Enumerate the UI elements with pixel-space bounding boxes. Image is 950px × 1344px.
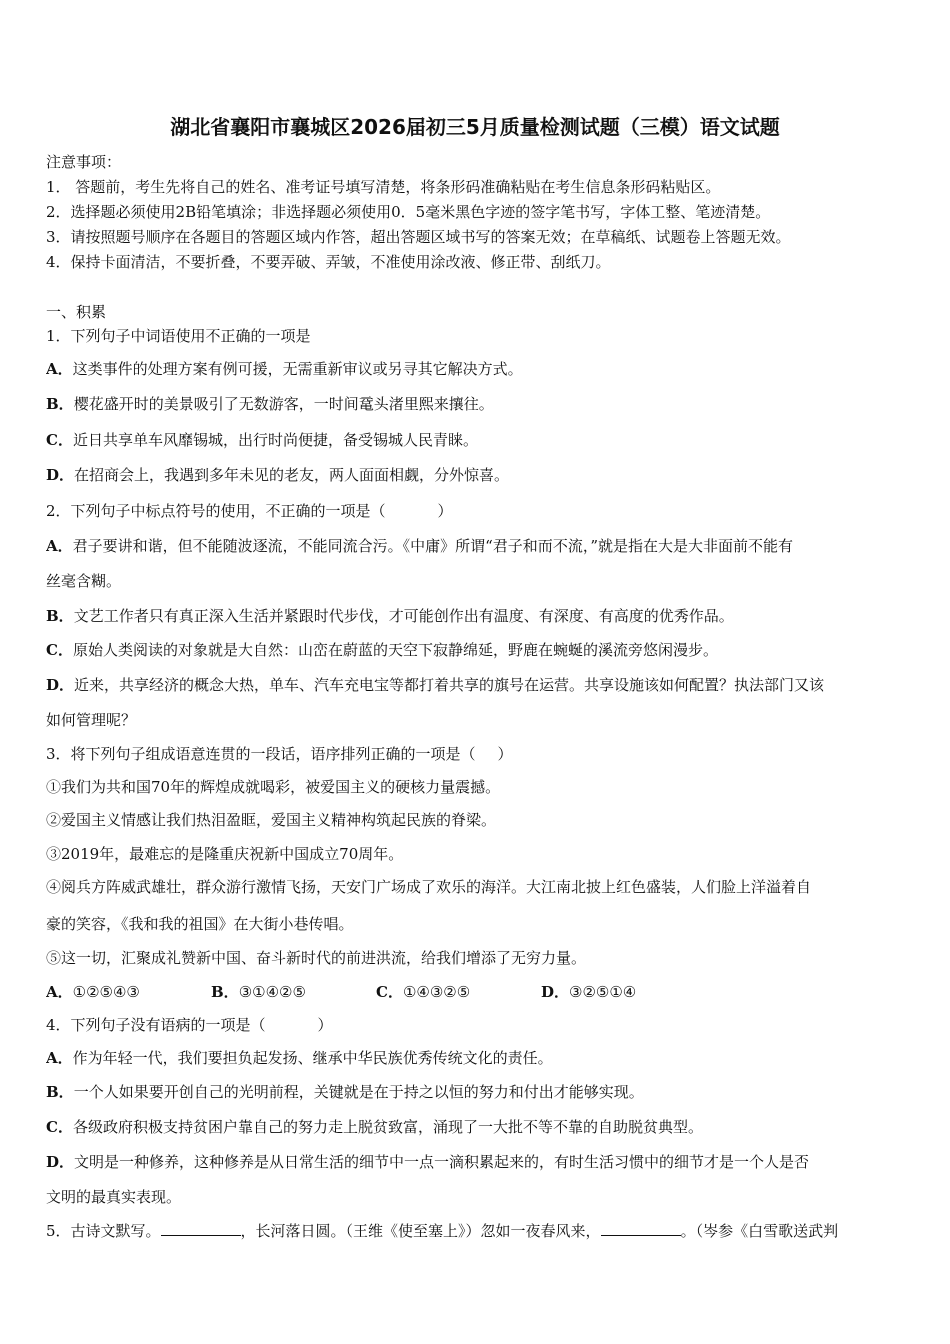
page-title: 湖北省襄阳市襄城区2026届初三5月质量检测试题（三模）语文试题 bbox=[170, 115, 780, 139]
notice-item: 4．保持卡面清洁，不要折叠，不要弄破、弄皱，不准使用涂改液、修正带、刮纸刀。 bbox=[46, 253, 611, 271]
q1-option-d bbox=[46, 465, 910, 485]
q3-sentence: ②爱国主义情感让我们热泪盈眶，爱国主义精神构筑起民族的脊梁。 bbox=[46, 811, 497, 829]
q3-sentence: ①我们为共和国70年的辉煌成就喝彩，被爱国主义的硬核力量震撼。 bbox=[46, 778, 501, 796]
q5-text: 5．古诗文默写。 bbox=[46, 1222, 161, 1240]
q1-option-c bbox=[46, 430, 910, 450]
q5-text: ，长河落日圆。（王维《使至塞上》）忽如一夜春风来， bbox=[240, 1222, 601, 1240]
option-text: ①②⑤④③ bbox=[72, 983, 140, 1001]
option-label: A． bbox=[46, 1049, 73, 1067]
q3-sentence: ④阅兵方阵威武雄壮，群众游行激情飞扬，天安门广场成了欢乐的海洋。大江南北披上红色盛装，人们脸上洋溢着自 bbox=[46, 878, 812, 896]
option-label: D． bbox=[541, 983, 570, 1001]
option-label: C． bbox=[46, 641, 73, 659]
q3-sentence: ③2019年，最难忘的是隆重庆祝新中国成立70周年。 bbox=[46, 845, 404, 863]
q2-option-c bbox=[46, 640, 910, 660]
option-text: 近日共享单车风靡锡城，出行时尚便捷，备受锡城人民青睐。 bbox=[72, 431, 478, 449]
question-5 bbox=[46, 1221, 910, 1241]
option-text: 文明是一种修养，这种修养是从日常生活的细节中一点一滴积累起来的，有时生活习惯中的细节才是一个人是否 bbox=[74, 1153, 810, 1171]
stem-end: ） bbox=[497, 745, 513, 763]
option-text: 近来，共享经济的概念大热，单车、汽车充电宝等都打着共享的旗号在运营。共享设施该如何配置？执法部门又该 bbox=[74, 676, 825, 694]
option-label: C． bbox=[46, 431, 73, 449]
option-text: 在招商会上，我遇到多年未见的老友，两人面面相觑，分外惊喜。 bbox=[74, 466, 510, 484]
option-text: ③②⑤①④ bbox=[569, 983, 637, 1001]
q3-sentence-cont: 豪的笑容，《我和我的祖国》在大街小巷传唱。 bbox=[46, 915, 354, 933]
option-text: 作为年轻一代，我们要担负起发扬、继承中华民族优秀传统文化的责任。 bbox=[72, 1049, 553, 1067]
q3-option-b bbox=[211, 982, 376, 1002]
option-text: 原始人类阅读的对象就是大自然：山峦在蔚蓝的天空下寂静绵延，野鹿在蜿蜒的溪流旁悠闲漫步。 bbox=[72, 641, 718, 659]
option-text: ①④③②⑤ bbox=[402, 983, 471, 1001]
option-label: D． bbox=[46, 466, 75, 484]
option-label: A． bbox=[46, 360, 73, 378]
q4-option-a bbox=[46, 1048, 910, 1068]
q1-option-a bbox=[46, 359, 910, 379]
option-label: B． bbox=[211, 983, 239, 1001]
option-label: A． bbox=[46, 537, 73, 555]
option-label: B． bbox=[46, 607, 74, 625]
stem-text: 4．下列句子没有语病的一项是（ bbox=[46, 1016, 266, 1034]
option-label: C． bbox=[376, 983, 403, 1001]
option-text: 樱花盛开时的美景吸引了无数游客，一时间鼋头渚里熙来攘往。 bbox=[73, 395, 494, 413]
question-2-stem bbox=[46, 501, 910, 521]
q4-option-d-cont: 文明的最真实表现。 bbox=[46, 1188, 182, 1206]
q1-option-b bbox=[46, 394, 910, 414]
answer-blank bbox=[161, 1221, 241, 1236]
q4-option-c bbox=[46, 1117, 910, 1137]
q3-options bbox=[46, 982, 910, 1002]
option-text: 文艺工作者只有真正深入生活并紧跟时代步伐，才可能创作出有温度、有深度、有高度的优秀作品。 bbox=[73, 607, 734, 625]
stem-text: 2．下列句子中标点符号的使用，不正确的一项是（ bbox=[46, 502, 386, 520]
q2-option-d-cont: 如何管理呢？ bbox=[46, 711, 137, 729]
option-text: ③①④②⑤ bbox=[238, 983, 306, 1001]
question-1-stem: 1．下列句子中词语使用不正确的一项是 bbox=[46, 327, 311, 345]
option-label: D． bbox=[46, 1153, 75, 1171]
option-label: B． bbox=[46, 1083, 74, 1101]
stem-text: 3．将下列句子组成语意连贯的一段话，语序排列正确的一项是（ bbox=[46, 745, 476, 763]
notice-heading: 注意事项： bbox=[46, 153, 122, 171]
question-3-stem bbox=[46, 744, 910, 764]
option-label: D． bbox=[46, 676, 75, 694]
option-label: B． bbox=[46, 395, 74, 413]
q2-option-a-cont: 丝毫含糊。 bbox=[46, 572, 122, 590]
q2-option-a bbox=[46, 536, 910, 556]
notice-item: 1． 答题前，考生先将自己的姓名、准考证号填写清楚，将条形码准确粘贴在考生信息条形码粘贴区。 bbox=[46, 178, 721, 196]
q4-option-d bbox=[46, 1152, 910, 1172]
q4-option-b bbox=[46, 1082, 910, 1102]
option-text: 君子要讲和谐，但不能随波逐流，不能同流合污。《中庸》所谓“君子和而不流，”就是指在大是大非面前不能有 bbox=[72, 537, 793, 555]
q3-option-d bbox=[541, 982, 706, 1002]
option-label: C． bbox=[46, 1118, 73, 1136]
q2-option-d bbox=[46, 675, 910, 695]
answer-blank bbox=[601, 1221, 681, 1236]
option-text: 这类事件的处理方案有例可援，无需重新审议或另寻其它解决方式。 bbox=[72, 360, 523, 378]
section-heading: 一、积累 bbox=[46, 303, 107, 321]
option-text: 一个人如果要开创自己的光明前程，关键就是在于持之以恒的努力和付出才能够实现。 bbox=[73, 1083, 644, 1101]
q3-option-c bbox=[376, 982, 541, 1002]
q3-sentence: ⑤这一切，汇聚成礼赞新中国、奋斗新时代的前进洪流，给我们增添了无穷力量。 bbox=[46, 949, 587, 967]
stem-end: ） bbox=[317, 1016, 333, 1034]
question-4-stem bbox=[46, 1015, 910, 1035]
option-label: A． bbox=[46, 983, 73, 1001]
q2-option-b bbox=[46, 606, 910, 626]
notice-item: 3．请按照题号顺序在各题目的答题区域内作答，超出答题区域书写的答案无效；在草稿纸、试题卷上答题无效。 bbox=[46, 228, 791, 246]
q3-option-a bbox=[46, 982, 211, 1002]
stem-end: ） bbox=[437, 502, 453, 520]
notice-item: 2．选择题必须使用2B铅笔填涂；非选择题必须使用0．5毫米黑色字迹的签字笔书写，字体工整、笔迹清楚。 bbox=[46, 203, 771, 221]
option-text: 各级政府积极支持贫困户靠自己的努力走上脱贫致富，涌现了一大批不等不靠的自助脱贫典型。 bbox=[72, 1118, 703, 1136]
q5-text: 。（岑参《白雪歌送武判 bbox=[680, 1222, 839, 1240]
